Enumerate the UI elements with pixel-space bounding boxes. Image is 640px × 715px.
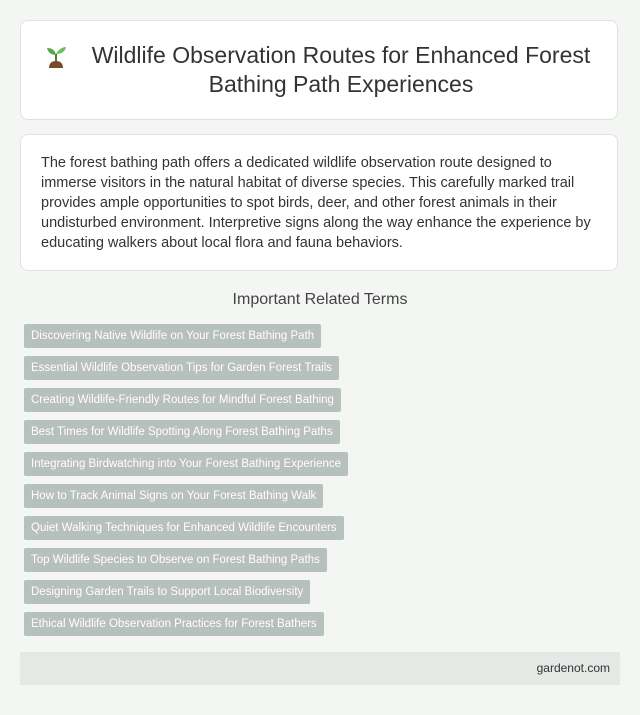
title-card <box>20 20 618 120</box>
sprout-icon <box>41 41 71 71</box>
related-term-item <box>24 548 348 572</box>
related-term-link[interactable]: Creating Wildlife-Friendly Routes for Mindful Forest Bathing <box>24 388 341 412</box>
related-term-link[interactable]: How to Track Animal Signs on Your Forest Bathing Walk <box>24 484 323 508</box>
related-terms-heading: Important Related Terms <box>232 291 408 308</box>
related-term-link[interactable]: Integrating Birdwatching into Your Forest Bathing Experience <box>24 452 348 476</box>
related-term-link[interactable]: Discovering Native Wildlife on Your Forest Bathing Path <box>24 324 321 348</box>
related-term-item <box>24 324 348 348</box>
related-term-item <box>24 356 348 380</box>
related-term-link[interactable]: Quiet Walking Techniques for Enhanced Wildlife Encounters <box>24 516 344 540</box>
related-term-item <box>24 388 348 412</box>
page-title: Wildlife Observation Routes for Enhanced Forest Bathing Path Experiences <box>91 42 591 97</box>
title-row <box>41 41 597 99</box>
related-term-link[interactable]: Top Wildlife Species to Observe on Forest Bathing Paths <box>24 548 327 572</box>
related-term-item <box>24 452 348 476</box>
related-term-item <box>24 484 348 508</box>
related-term-item <box>24 580 348 604</box>
related-term-item <box>24 516 348 540</box>
related-term-link[interactable]: Ethical Wildlife Observation Practices for Forest Bathers <box>24 612 324 636</box>
intro-text: The forest bathing path offers a dedicated wildlife observation route designed to immerse visitors in the natural habitat of diverse species. This carefully marked trail provides ample opportunities to spot birds, deer, and other forest animals in their undisturbed environment. Interpretive signs along the way enhance the experience by educating walkers about local flora and fauna behaviors. <box>41 155 591 251</box>
intro-card <box>20 134 618 271</box>
related-term-link[interactable]: Essential Wildlife Observation Tips for Garden Forest Trails <box>24 356 339 380</box>
footer <box>20 652 620 685</box>
related-term-item <box>24 420 348 444</box>
footer-site-link[interactable]: gardenot.com <box>536 661 610 675</box>
related-term-link[interactable]: Best Times for Wildlife Spotting Along Forest Bathing Paths <box>24 420 340 444</box>
related-terms-list <box>24 324 348 644</box>
related-term-item <box>24 612 348 636</box>
related-term-link[interactable]: Designing Garden Trails to Support Local Biodiversity <box>24 580 310 604</box>
